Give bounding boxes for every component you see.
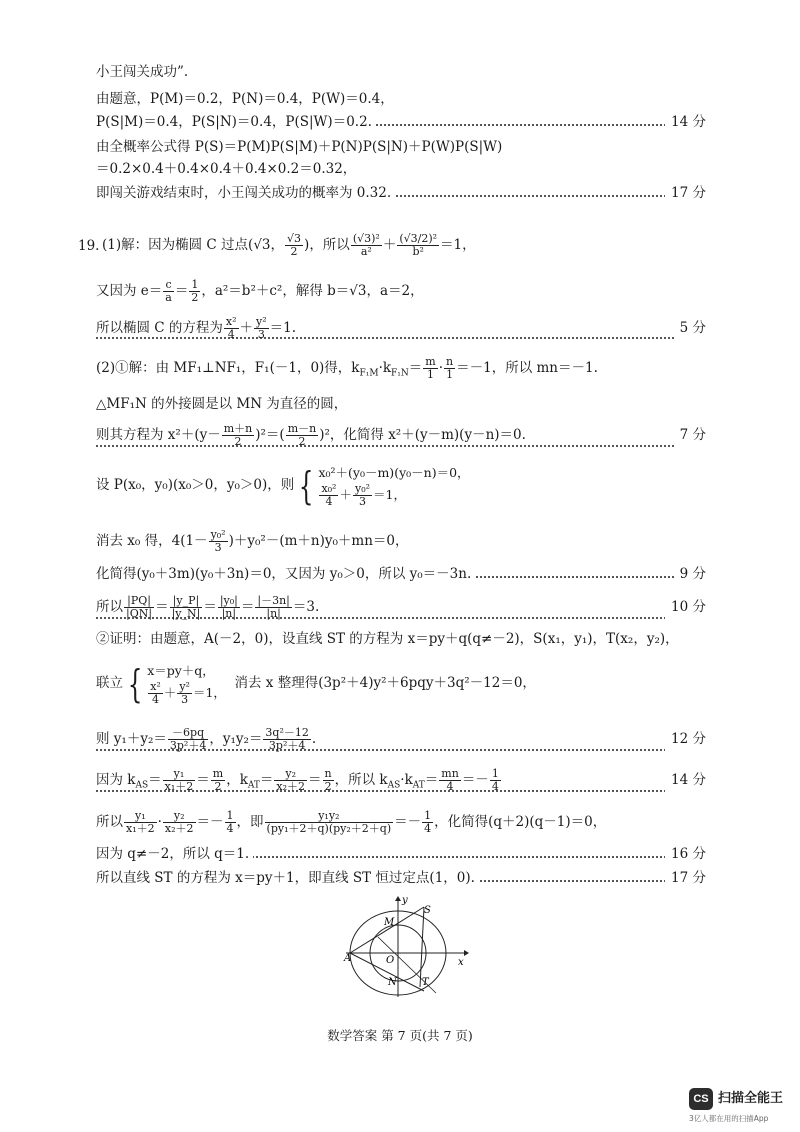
text-line: 消去 x₀ 得，4(1－ $\frac{\text{y₀²}}{3}$ )＋y₀²－(m＋n)y₀＋mn＝0，	[96, 525, 706, 557]
label-t: T	[422, 977, 429, 988]
score-label: 17 分	[665, 869, 706, 887]
text-line: ＝0.2×0.4＋0.4×0.4＋0.4×0.2＝0.32，	[96, 160, 706, 178]
label-x: x	[458, 957, 464, 968]
label-a: A	[344, 953, 352, 964]
text-line: ②证明：由题意，A(－2，0)，设直线 ST 的方程为 x＝py＋q(q≠－2)，S(x₁，y₁)，T(x₂，y₂)，	[96, 630, 706, 648]
text-line: 因为 $k_{AS}=$ $\frac{\text{y₁}}{\text{x₁＋2}}$ ＝ $\frac{m}{2}$ ，$k_{AT}=$ $\frac{\text{y₂}}{\text{x₂＋2}}$ ＝ $\frac{n}{2}$ ，所以 $k_{AS}\cdot k_{AT}=$ $\frac{mn}{4}$ ＝－ $\frac{1}{4}$ 14 分	[96, 763, 706, 797]
score-label: 14 分	[665, 113, 706, 131]
scanner-logo	[689, 1088, 789, 1124]
label-m: M	[384, 917, 395, 928]
question-number: 19.	[78, 238, 100, 254]
text-line: 化简得(y₀＋3m)(y₀＋3n)＝0，又因为 y₀＞0，所以 y₀＝－3n. 9 分	[96, 566, 706, 582]
score-label: 14 分	[665, 763, 706, 797]
logo-tagline: 3亿人都在用的扫描App	[689, 1114, 769, 1123]
label-n: N	[388, 977, 397, 988]
text-line: 即闯关游戏结束时，小王闯关成功的概率为 0.32. 17 分	[96, 185, 706, 201]
text-line: 又因为 e＝ $\frac{c}{a}$ ＝ $\frac{1}{2}$ ，a²＝b²＋c²，解得 b＝√3，a＝2，	[96, 275, 706, 307]
text-line: 所以 $\frac{|PQ|}{|QN|}$ ＝ $\frac{|y\_P|}{|y\_N|}$ ＝ $\frac{\text{|y₀|}}{|n|}$ ＝ $\frac{|-3n|}{|n|}$ ＝3. 10 分	[96, 590, 706, 624]
page-footer: 数学答案 第 7 页(共 7 页)	[327, 1028, 473, 1043]
score-label: 17 分	[665, 184, 706, 202]
score-label: 5 分	[674, 312, 706, 344]
score-label: 10 分	[665, 590, 706, 624]
label-s: S	[424, 905, 431, 916]
score-label: 9 分	[674, 565, 706, 583]
text-line: 所以直线 ST 的方程为 x＝py＋1，即直线 ST 恒过定点(1，0). 17 分	[96, 870, 706, 886]
line-st	[420, 907, 424, 987]
text-line: 设 P(x₀，y₀)(x₀＞0，y₀＞0)，则 { x₀²＋(y₀－m)(y₀－n)＝0， $\frac{\text{x₀²}}{4}$ ＋ $\frac{\text{y₀²}}{3}$ ＝1，	[96, 457, 706, 513]
text-line: 联立 { x＝py＋q， $\frac{\text{x²}}{4}$ ＋ $\frac{\text{y²}}{3}$ ＝1， 消去 x 整理得(3p²＋4)y²＋6pqy＋3q²－12＝0，	[96, 655, 706, 711]
label-y: y	[402, 895, 408, 906]
text-line: △MF₁N 的外接圆是以 MN 为直径的圆，	[96, 395, 706, 413]
score-label: 7 分	[674, 418, 706, 452]
label-o: O	[386, 955, 395, 966]
ellipse-figure	[340, 893, 470, 1005]
score-label: 16 分	[665, 845, 706, 863]
x-axis-arrow	[464, 950, 469, 956]
score-label: 12 分	[665, 722, 706, 756]
text-line: (1)解：因为椭圆 C 过点(√3， $\frac{√3}{2}$ )，所以 $\frac{\text{(√3)²}}{\text{a²}}$ ＋ $\frac{\text{(√3/2)²}}{\text{b²}}$ ＝1，	[102, 222, 706, 268]
text-line: 则 y₁＋y₂＝ $\frac{-6pq}{\text{3p²＋4}}$ ，y₁y₂＝ $\frac{\text{3q²－12}}{\text{3p²＋4}}$ . 12 分	[96, 722, 706, 756]
text-line: 由全概率公式得 P(S)＝P(M)P(S|M)＋P(N)P(S|N)＋P(W)P(S|W)	[96, 138, 706, 156]
text-line: P(S|M)＝0.4，P(S|N)＝0.4，P(S|W)＝0.2. 14 分	[96, 114, 706, 130]
y-axis-arrow	[395, 896, 401, 901]
cs-logo-icon: CS	[689, 1088, 713, 1110]
text-line: 所以椭圆 C 的方程为 $\frac{\text{x²}}{4}$ ＋ $\frac{\text{y²}}{3}$ ＝1. 5 分	[96, 312, 706, 344]
text-line: 则其方程为 x²＋(y－ $\frac{m+n}{2}$ )²＝( $\frac{m-n}{2}$ )²，化简得 x²＋(y－m)(y－n)＝0. 7 分	[96, 418, 706, 452]
logo-name: 扫描全能王	[718, 1091, 784, 1106]
text-line: 因为 q≠－2，所以 q＝1. 16 分	[96, 846, 706, 862]
text-line: (2)①解：由 MF₁⊥NF₁，F₁(－1，0)得，$k_{F_1M}\cdot k_{F_1N}=$ $\frac{m}{1}$ · $\frac{n}{1}$ ＝－1，所以 mn＝－1.	[96, 352, 706, 384]
text-line: 由题意，P(M)＝0.2，P(N)＝0.4，P(W)＝0.4，	[96, 90, 706, 108]
text-line: 小王闯关成功”.	[96, 63, 706, 81]
text-line: 所以 $\frac{\text{y₁}}{\text{x₁＋2}}$ · $\frac{\text{y₂}}{\text{x₂＋2}}$ ＝－ $\frac{1}{4}$ ，即 $\frac{\text{y₁y₂}}{\text{(py₁＋2＋q)(py₂＋2＋q)}}$ ＝－ $\frac{1}{4}$ ，化简得(q＋2)(q－1)＝0，	[96, 805, 706, 839]
